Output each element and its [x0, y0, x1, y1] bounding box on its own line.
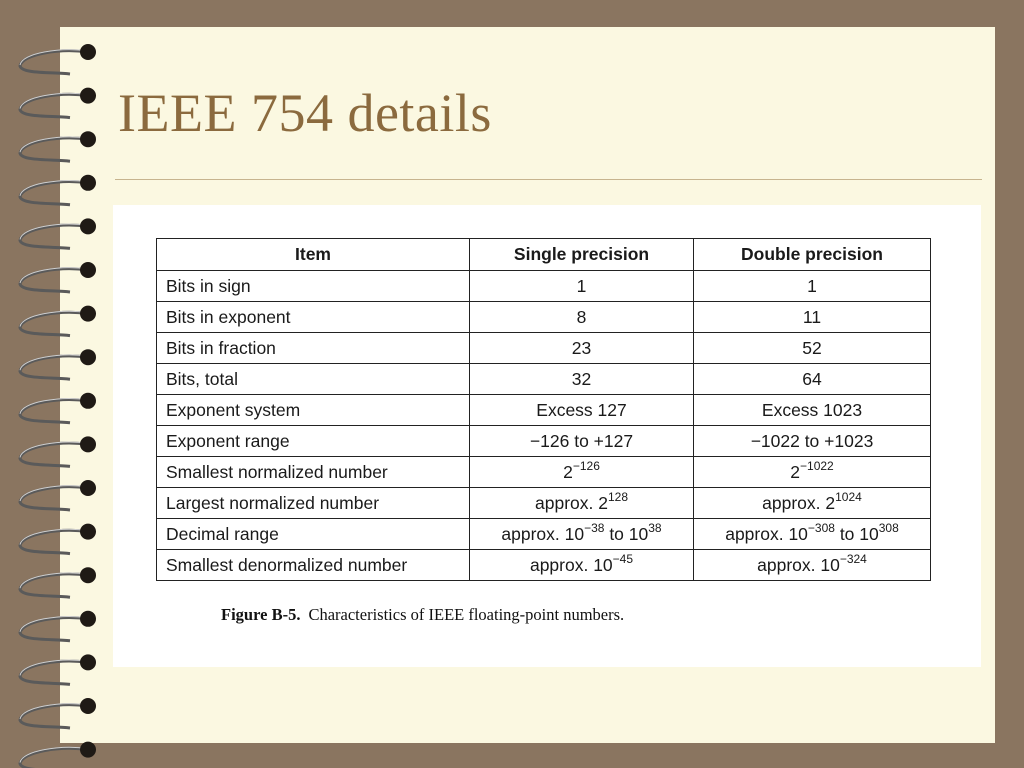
value-text: approx. 2	[762, 492, 836, 513]
exponent: 128	[607, 489, 628, 504]
exponent: −1022	[800, 458, 834, 473]
table-row	[157, 519, 931, 550]
item-label: Bits, total	[157, 364, 470, 395]
spiral-ring	[20, 436, 96, 466]
double-precision-cell	[694, 457, 931, 488]
caption-text: Characteristics of IEEE floating-point numbers.	[308, 605, 625, 624]
value-text: 23	[571, 337, 592, 358]
table-row	[157, 333, 931, 364]
item-label: Exponent range	[157, 426, 470, 457]
spiral-ring	[20, 175, 96, 205]
spiral-ring	[20, 218, 96, 248]
table-row	[157, 488, 931, 519]
single-precision-cell	[470, 271, 694, 302]
value-text: Excess 127	[536, 399, 627, 420]
spiral-ring	[20, 567, 96, 597]
value-text: −1022 to +1023	[750, 430, 874, 451]
spiral-binding	[0, 0, 110, 768]
spiral-ring	[20, 480, 96, 510]
value-text: 8	[576, 306, 587, 327]
single-precision-cell	[470, 457, 694, 488]
table-row	[157, 550, 931, 581]
value-text: approx. 10	[501, 523, 585, 544]
spiral-ring	[20, 349, 96, 379]
value-text: 1	[576, 275, 587, 296]
table-row	[157, 364, 931, 395]
spiral-ring	[20, 654, 96, 684]
item-label: Smallest normalized number	[157, 457, 470, 488]
value-text: to 10	[834, 523, 879, 544]
spiral-ring	[20, 306, 96, 336]
spiral-ring	[20, 611, 96, 641]
spiral-ring	[20, 44, 96, 74]
double-precision-cell	[694, 488, 931, 519]
single-precision-cell	[470, 519, 694, 550]
item-label: Smallest denormalized number	[157, 550, 470, 581]
exponent: −324	[839, 551, 867, 566]
single-precision-cell	[470, 426, 694, 457]
item-label: Bits in exponent	[157, 302, 470, 333]
header-single-precision: Single precision	[470, 239, 694, 271]
single-precision-cell	[470, 488, 694, 519]
header-item: Item	[157, 239, 470, 271]
value-text: approx. 10	[757, 554, 840, 575]
figure-panel	[113, 205, 981, 667]
value-text: 2	[790, 461, 801, 482]
figure-caption	[221, 605, 624, 625]
exponent: 308	[878, 520, 899, 535]
item-label: Largest normalized number	[157, 488, 470, 519]
value-text: 32	[571, 368, 592, 389]
double-precision-cell	[694, 302, 931, 333]
value-text: Excess 1023	[761, 399, 863, 420]
ieee-spec-table	[156, 238, 931, 581]
value-text: approx. 2	[535, 492, 608, 513]
table-header-row	[157, 239, 931, 271]
double-precision-cell	[694, 550, 931, 581]
spiral-ring	[20, 131, 96, 161]
single-precision-cell	[470, 550, 694, 581]
header-double-precision: Double precision	[694, 239, 931, 271]
table-row	[157, 395, 931, 426]
spiral-ring	[20, 742, 96, 768]
table-row	[157, 271, 931, 302]
exponent: 38	[648, 520, 662, 535]
item-label: Bits in fraction	[157, 333, 470, 364]
item-label: Bits in sign	[157, 271, 470, 302]
table-row	[157, 426, 931, 457]
exponent: −308	[807, 520, 835, 535]
double-precision-cell	[694, 271, 931, 302]
double-precision-cell	[694, 426, 931, 457]
item-label: Exponent system	[157, 395, 470, 426]
value-text: 64	[802, 368, 822, 389]
item-label: Decimal range	[157, 519, 470, 550]
table-row	[157, 302, 931, 333]
single-precision-cell	[470, 395, 694, 426]
exponent: −45	[612, 551, 634, 566]
double-precision-cell	[694, 519, 931, 550]
table-row	[157, 457, 931, 488]
double-precision-cell	[694, 395, 931, 426]
spiral-ring	[20, 698, 96, 728]
value-text: to 10	[604, 523, 649, 544]
value-text: 1	[807, 275, 817, 296]
spiral-ring	[20, 524, 96, 554]
exponent: 1024	[835, 489, 862, 504]
slide-title: IEEE 754 details	[118, 83, 492, 143]
double-precision-cell	[694, 333, 931, 364]
value-text: approx. 10	[529, 554, 613, 575]
value-text: approx. 10	[725, 523, 808, 544]
exponent: −38	[584, 520, 605, 535]
single-precision-cell	[470, 333, 694, 364]
value-text: 11	[802, 306, 822, 327]
spiral-ring	[20, 262, 96, 292]
double-precision-cell	[694, 364, 931, 395]
spiral-ring	[20, 393, 96, 423]
value-text: 2	[563, 461, 573, 482]
caption-label: Figure B-5.	[221, 605, 301, 624]
value-text: 52	[802, 337, 822, 358]
exponent: −126	[572, 458, 600, 473]
single-precision-cell	[470, 302, 694, 333]
title-divider	[115, 179, 982, 180]
spiral-ring	[20, 88, 96, 118]
value-text: −126 to +127	[529, 430, 634, 451]
single-precision-cell	[470, 364, 694, 395]
